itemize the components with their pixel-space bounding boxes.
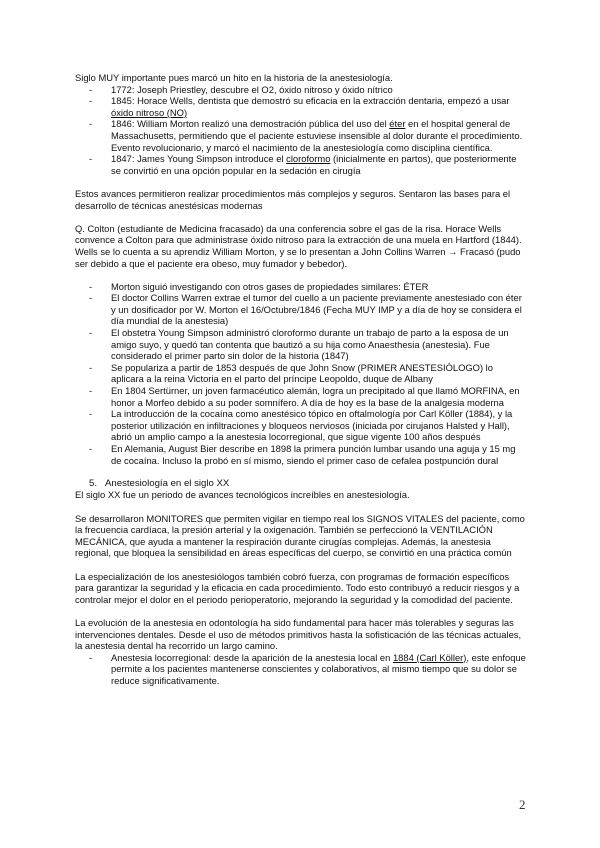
list-item: - El obstetra Young Simpson administró cloroformo durante un trabajo de parto a la esposa de un amigo suyo, y quedó tan contenta que bautizó a su hija como Anaesthesia (anestesia). Fue considerado el primer parto sin dolor de la historia (1847) [75,327,527,362]
paragraph-evolucion: La evolución de la anestesia en odontología ha sido fundamental para hacer más tolerables y seguras las intervenciones dentales. Desde el uso de métodos primitivos hasta la sofisticación de las técnicas actuales, la anestesia dental ha recorrido un largo camino. [75,616,522,652]
list-odontologia [75,652,527,687]
list-item: - 1846: William Morton realizó una demostración pública del uso del éter en el hospital general de Massachusetts, permitiendo que el paciente estuviese insensible al dolor durante el procedimiento. Evento revolucionario, y marcó el nacimiento de la anestesiología como disciplina científica. [75,118,527,153]
section-heading [75,478,527,490]
paragraph-colton: Q. Colton (estudiante de Medicina fracasado) da una conferencia sobre el gas de la risa. Horace Wells convence a Colton para que administrase óxido nitroso para la extracción de una muela en Hartford (1844). Wells se lo cuenta a su aprendiz William Morton, y se lo presentan a John Collins Warren → Fracasó (pudo ser debido a que el paciente era obeso, muy fumador y bebedor). [75,222,522,269]
paragraph-intro: Siglo MUY importante pues marcó un hito en la historia de la anestesiología. [75,72,393,83]
list-item: - 1845: Horace Wells, dentista que demostró su eficacia en la extracción dentaria, empezó a usar óxido nitroso (NO) [75,95,527,118]
list-item: - La introducción de la cocaína como anestésico tópico en oftalmología por Carl Köller (1884), y la posterior utilización en infiltraciones y bloqueos nerviosos (iniciada por cirujanos Halsted y Hall), abrió un amplio campo a la anestesia locorregional, que sigue vigente 100 años después [75,408,527,443]
list-item: - En Alemania, August Bier describe en 1898 la primera punción lumbar usando una aguja y 15 mg de cocaína. Incluso la probó en sí mismo, siendo el primer caso de cefalea postpunción dural [75,443,527,466]
list-historia [75,281,527,467]
section-title: Anestesiología en el siglo XX [105,477,230,489]
list-item: - El doctor Collins Warren extrae el tumor del cuello a un paciente previamente anestesiado con éter y un dosificador por W. Morton el 16/Octubre/1846 (Fecha MUY IMP y a día de hoy se considera el día mundial de la anestesia) [75,292,527,327]
underlined-term: éter [389,118,406,130]
page-number: 2 [519,797,526,812]
document-page [75,72,527,686]
list-item: - En 1804 Sertürner, un joven farmacéutico alemán, logra un precipitado al que llamó MORFINA, en honor a Morfeo debido a su poder somnífero. A día de hoy es la base de la analgesia moderna [75,385,527,408]
paragraph-siglo-xx: El siglo XX fue un periodo de avances tecnológicos increíbles en anestesiología. [75,489,410,501]
paragraph-especializacion: La especialización de los anestesiólogos también cobró fuerza, con programas de formación específicos para garantizar la seguridad y la eficacia en cada procedimiento. Todo esto contribuyó a reducir riesgos y a controlar mejor el dolor en el periodo perioperatorio, mejorando la seguridad y la comodidad del paciente. [75,570,520,605]
section-number: 5. [89,477,98,489]
list-item: - Anestesia locorregional: desde la aparición de la anestesia local en 1884 (Carl Köller), este enfoque permite a los pacientes mantenerse conscientes y colaborativos, al mismo tiempo que su dolor se reduce significativamente. [75,652,527,687]
paragraph-monitores: Se desarrollaron MONITORES que permiten vigilar en tiempo real los SIGNOS VITALES del paciente, como la frecuencia cardíaca, la presión arterial y la oxigenación. También se perfeccionó la VENTILACIÓN MECÁNICA, que ayuda a mantener la respiración durante cirugías complejas. Además, la anestesia regional, que bloquea la sensibilidad en áreas específicas del cuerpo, se convirtió en una práctica común [75,512,525,559]
list-item: - 1772: Joseph Priestley, descubre el O2, óxido nitroso y óxido nítrico [75,84,527,96]
underlined-term: óxido nitroso (NO) [111,106,188,118]
list-item: - Se populariza a partir de 1853 después de que John Snow (PRIMER ANESTESIÓLOGO) lo aplicara a la reina Victoria en el parto del príncipe Leopoldo, duque de Albany [75,362,527,385]
list-item: - Morton siguió investigando con otros gases de propiedades similares: ÉTER [75,281,527,293]
list-item: - 1847: James Young Simpson introduce el cloroformo (inicialmente en partos), que posteriormente se convirtió en una opción popular en la sedación en cirugía [75,153,527,176]
underlined-term: cloroformo [286,153,331,165]
paragraph-avances: Estos avances permitieron realizar procedimientos más complejos y seguros. Sentaron las bases para el desarrollo de técnicas anestésicas modernas [75,187,511,211]
list-siglo-xix [75,84,527,177]
underlined-term: 1884 (Carl Köller) [392,651,467,663]
